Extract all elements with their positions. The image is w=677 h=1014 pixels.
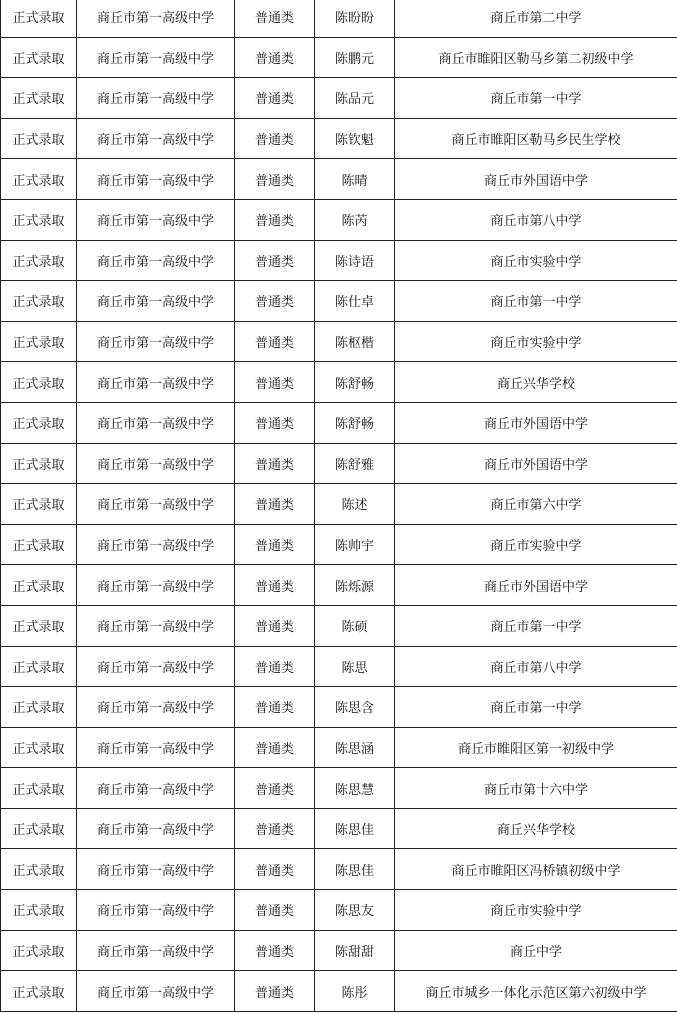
table-row [1, 78, 677, 119]
table-row [1, 159, 677, 200]
status-cell: 正式录取 [1, 808, 77, 849]
student-name-cell: 陈甜甜 [315, 930, 395, 971]
admitting-school-cell: 商丘市第一高级中学 [77, 930, 235, 971]
table-row [1, 890, 677, 931]
category-cell: 普通类 [235, 890, 315, 931]
table-row [1, 849, 677, 890]
status-cell: 正式录取 [1, 930, 77, 971]
admitting-school-cell: 商丘市第一高级中学 [77, 159, 235, 200]
admitting-school-cell: 商丘市第一高级中学 [77, 646, 235, 687]
category-cell: 普通类 [235, 159, 315, 200]
status-cell: 正式录取 [1, 362, 77, 403]
student-name-cell: 陈鹏元 [315, 37, 395, 78]
category-cell: 普通类 [235, 930, 315, 971]
graduating-school-cell: 商丘市城乡一体化示范区第六初级中学 [395, 971, 677, 1012]
admitting-school-cell: 商丘市第一高级中学 [77, 808, 235, 849]
graduating-school-cell: 商丘市第一中学 [395, 281, 677, 322]
admitting-school-cell: 商丘市第一高级中学 [77, 0, 235, 37]
graduating-school-cell: 商丘市第二中学 [395, 0, 677, 37]
table-row [1, 321, 677, 362]
graduating-school-cell: 商丘市实验中学 [395, 240, 677, 281]
table-row [1, 646, 677, 687]
student-name-cell: 陈思友 [315, 890, 395, 931]
student-name-cell: 陈思慧 [315, 768, 395, 809]
status-cell: 正式录取 [1, 443, 77, 484]
category-cell: 普通类 [235, 199, 315, 240]
category-cell: 普通类 [235, 362, 315, 403]
admitting-school-cell: 商丘市第一高级中学 [77, 402, 235, 443]
admitting-school-cell: 商丘市第一高级中学 [77, 484, 235, 525]
category-cell: 普通类 [235, 37, 315, 78]
graduating-school-cell: 商丘市第一中学 [395, 687, 677, 728]
student-name-cell: 陈帅宇 [315, 524, 395, 565]
admitting-school-cell: 商丘市第一高级中学 [77, 37, 235, 78]
status-cell: 正式录取 [1, 240, 77, 281]
table-row [1, 199, 677, 240]
student-name-cell: 陈彤 [315, 971, 395, 1012]
graduating-school-cell: 商丘市睢阳区勒马乡第二初级中学 [395, 37, 677, 78]
status-cell: 正式录取 [1, 565, 77, 606]
category-cell: 普通类 [235, 646, 315, 687]
category-cell: 普通类 [235, 605, 315, 646]
status-cell: 正式录取 [1, 768, 77, 809]
student-name-cell: 陈仕卓 [315, 281, 395, 322]
category-cell: 普通类 [235, 281, 315, 322]
admitting-school-cell: 商丘市第一高级中学 [77, 890, 235, 931]
table-row [1, 0, 677, 37]
table-row [1, 484, 677, 525]
admitting-school-cell: 商丘市第一高级中学 [77, 768, 235, 809]
graduating-school-cell: 商丘兴华学校 [395, 808, 677, 849]
graduating-school-cell: 商丘市实验中学 [395, 321, 677, 362]
status-cell: 正式录取 [1, 646, 77, 687]
table-row [1, 37, 677, 78]
status-cell: 正式录取 [1, 402, 77, 443]
admitting-school-cell: 商丘市第一高级中学 [77, 443, 235, 484]
table-row [1, 727, 677, 768]
status-cell: 正式录取 [1, 199, 77, 240]
table-row [1, 808, 677, 849]
status-cell: 正式录取 [1, 321, 77, 362]
graduating-school-cell: 商丘市睢阳区第一初级中学 [395, 727, 677, 768]
graduating-school-cell: 商丘市外国语中学 [395, 159, 677, 200]
student-name-cell: 陈舒畅 [315, 402, 395, 443]
graduating-school-cell: 商丘市实验中学 [395, 524, 677, 565]
admitting-school-cell: 商丘市第一高级中学 [77, 565, 235, 606]
table-row [1, 240, 677, 281]
student-name-cell: 陈舒畅 [315, 362, 395, 403]
student-name-cell: 陈枢楷 [315, 321, 395, 362]
category-cell: 普通类 [235, 687, 315, 728]
student-name-cell: 陈晴 [315, 159, 395, 200]
graduating-school-cell: 商丘市第十六中学 [395, 768, 677, 809]
category-cell: 普通类 [235, 402, 315, 443]
student-name-cell: 陈述 [315, 484, 395, 525]
table-row [1, 118, 677, 159]
student-name-cell: 陈思佳 [315, 808, 395, 849]
status-cell: 正式录取 [1, 890, 77, 931]
category-cell: 普通类 [235, 484, 315, 525]
table-row [1, 443, 677, 484]
table-row [1, 687, 677, 728]
category-cell: 普通类 [235, 971, 315, 1012]
student-name-cell: 陈烁源 [315, 565, 395, 606]
graduating-school-cell: 商丘市实验中学 [395, 890, 677, 931]
graduating-school-cell: 商丘市第一中学 [395, 78, 677, 119]
admitting-school-cell: 商丘市第一高级中学 [77, 78, 235, 119]
table-row [1, 524, 677, 565]
admitting-school-cell: 商丘市第一高级中学 [77, 321, 235, 362]
student-name-cell: 陈硕 [315, 605, 395, 646]
admitting-school-cell: 商丘市第一高级中学 [77, 971, 235, 1012]
student-name-cell: 陈思佳 [315, 849, 395, 890]
graduating-school-cell: 商丘市外国语中学 [395, 402, 677, 443]
category-cell: 普通类 [235, 768, 315, 809]
status-cell: 正式录取 [1, 605, 77, 646]
graduating-school-cell: 商丘市外国语中学 [395, 443, 677, 484]
student-name-cell: 陈品元 [315, 78, 395, 119]
status-cell: 正式录取 [1, 37, 77, 78]
status-cell: 正式录取 [1, 118, 77, 159]
status-cell: 正式录取 [1, 687, 77, 728]
admitting-school-cell: 商丘市第一高级中学 [77, 199, 235, 240]
admitting-school-cell: 商丘市第一高级中学 [77, 524, 235, 565]
category-cell: 普通类 [235, 321, 315, 362]
category-cell: 普通类 [235, 118, 315, 159]
table-row [1, 605, 677, 646]
student-name-cell: 陈诗语 [315, 240, 395, 281]
admitting-school-cell: 商丘市第一高级中学 [77, 240, 235, 281]
category-cell: 普通类 [235, 443, 315, 484]
admitting-school-cell: 商丘市第一高级中学 [77, 849, 235, 890]
graduating-school-cell: 商丘兴华学校 [395, 362, 677, 403]
student-name-cell: 陈盼盼 [315, 0, 395, 37]
admitting-school-cell: 商丘市第一高级中学 [77, 362, 235, 403]
graduating-school-cell: 商丘市第一中学 [395, 605, 677, 646]
category-cell: 普通类 [235, 565, 315, 606]
student-name-cell: 陈芮 [315, 199, 395, 240]
graduating-school-cell: 商丘市睢阳区勒马乡民生学校 [395, 118, 677, 159]
status-cell: 正式录取 [1, 971, 77, 1012]
category-cell: 普通类 [235, 78, 315, 119]
graduating-school-cell: 商丘市睢阳区冯桥镇初级中学 [395, 849, 677, 890]
student-name-cell: 陈钦魁 [315, 118, 395, 159]
admission-table-body [1, 0, 677, 1011]
admitting-school-cell: 商丘市第一高级中学 [77, 118, 235, 159]
table-row [1, 402, 677, 443]
table-row [1, 565, 677, 606]
graduating-school-cell: 商丘市第八中学 [395, 199, 677, 240]
category-cell: 普通类 [235, 524, 315, 565]
category-cell: 普通类 [235, 0, 315, 37]
status-cell: 正式录取 [1, 78, 77, 119]
status-cell: 正式录取 [1, 849, 77, 890]
admitting-school-cell: 商丘市第一高级中学 [77, 605, 235, 646]
status-cell: 正式录取 [1, 524, 77, 565]
category-cell: 普通类 [235, 727, 315, 768]
table-row [1, 768, 677, 809]
student-name-cell: 陈思涵 [315, 727, 395, 768]
graduating-school-cell: 商丘中学 [395, 930, 677, 971]
table-row [1, 930, 677, 971]
category-cell: 普通类 [235, 808, 315, 849]
status-cell: 正式录取 [1, 727, 77, 768]
category-cell: 普通类 [235, 849, 315, 890]
category-cell: 普通类 [235, 240, 315, 281]
table-row [1, 362, 677, 403]
admitting-school-cell: 商丘市第一高级中学 [77, 281, 235, 322]
student-name-cell: 陈思含 [315, 687, 395, 728]
student-name-cell: 陈思 [315, 646, 395, 687]
graduating-school-cell: 商丘市第八中学 [395, 646, 677, 687]
status-cell: 正式录取 [1, 159, 77, 200]
admitting-school-cell: 商丘市第一高级中学 [77, 687, 235, 728]
student-name-cell: 陈舒雅 [315, 443, 395, 484]
status-cell: 正式录取 [1, 484, 77, 525]
table-row [1, 281, 677, 322]
status-cell: 正式录取 [1, 0, 77, 37]
table-row [1, 971, 677, 1012]
graduating-school-cell: 商丘市第六中学 [395, 484, 677, 525]
status-cell: 正式录取 [1, 281, 77, 322]
graduating-school-cell: 商丘市外国语中学 [395, 565, 677, 606]
admitting-school-cell: 商丘市第一高级中学 [77, 727, 235, 768]
